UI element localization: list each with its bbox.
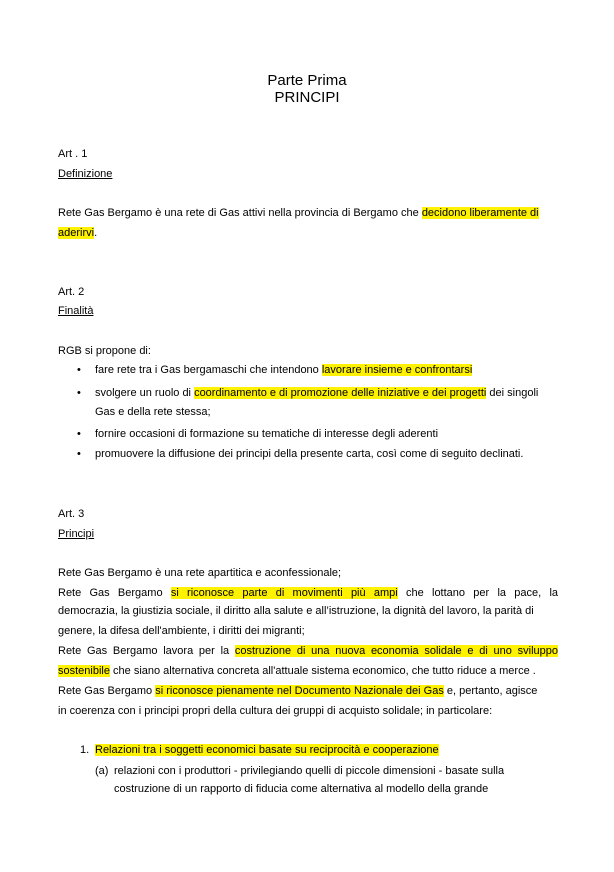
list-number: 1. <box>80 744 90 756</box>
paragraph-line <box>58 587 558 600</box>
text-run: che siano alternativa concreta all'attuale sistema economico, che tutto riduce a merce . <box>109 665 536 677</box>
paragraph-line: democrazia, la giustizia sociale, il diritto alla salute e all’istruzione, la dignità del lavoro, la parità di <box>58 605 534 617</box>
article-heading: Definizione <box>58 168 113 180</box>
text-run: Rete Gas Bergamo <box>58 587 171 599</box>
bullet-marker: • <box>77 428 81 440</box>
article-number: Art. 3 <box>58 508 85 520</box>
article-number: Art . 1 <box>58 148 88 160</box>
article-intro: RGB si propone di: <box>58 345 151 357</box>
paragraph-line: genere, la difesa dell'ambiente, i diritti dei migranti; <box>58 625 305 637</box>
page-title: PRINCIPI <box>274 89 340 106</box>
part-title: Parte Prima <box>267 72 347 89</box>
highlighted-text: coordinamento e di promozione delle iniziative e dei progetti <box>194 387 487 399</box>
article-number: Art. 2 <box>58 286 85 298</box>
sub-item-text: relazioni con i produttori - privilegiando quelli di piccole dimensioni - basate sulla <box>114 765 505 777</box>
text-run: Rete Gas Bergamo <box>58 685 156 697</box>
paragraph-line: in coerenza con i principi propri della cultura dei gruppi di acquisto solidale; in particolare: <box>58 705 493 717</box>
text-run: . <box>94 227 98 239</box>
bullet-marker: • <box>77 364 81 376</box>
paragraph-line <box>58 665 536 678</box>
highlighted-text: decidono liberamente di <box>421 207 539 219</box>
paragraph-line: Rete Gas Bergamo è una rete apartitica e aconfessionale; <box>58 567 342 579</box>
article-heading: Principi <box>58 528 95 540</box>
highlighted-text: aderirvi <box>58 227 95 239</box>
highlighted-text: lavorare insieme e confrontarsi <box>321 364 473 376</box>
article-heading: Finalità <box>58 305 94 317</box>
paragraph-line <box>58 685 537 698</box>
list-item <box>95 387 538 400</box>
bullet-marker: • <box>77 387 81 399</box>
article-paragraph <box>58 227 97 240</box>
text-run: svolgere un ruolo di <box>95 387 195 399</box>
bullet-marker: • <box>77 448 81 460</box>
highlighted-text: costruzione di una nuova economia solidale e di uno sviluppo <box>234 645 558 657</box>
text-run: Rete Gas Bergamo è una rete di Gas attivi nella provincia di Bergamo che <box>58 207 422 219</box>
highlighted-text: Relazioni tra i soggetti economici basate su reciprocità e cooperazione <box>95 744 439 756</box>
numbered-item <box>95 744 439 757</box>
text-run: dei singoli <box>486 387 539 399</box>
highlighted-text: si riconosce pienamente nel Documento Nazionale dei Gas <box>155 685 444 697</box>
list-item-continued: Gas e della rete stessa; <box>95 406 211 418</box>
text-run: che lottano per la pace, la <box>397 587 559 599</box>
text-run: Rete Gas Bergamo lavora per la <box>58 645 235 657</box>
list-item: fornire occasioni di formazione su tematiche di interesse degli aderenti <box>95 428 439 440</box>
text-run: fare rete tra i Gas bergamaschi che intendono <box>95 364 322 376</box>
highlighted-text: si riconosce parte di movimenti più ampi <box>170 587 398 599</box>
highlighted-text: sostenibile <box>58 665 110 677</box>
text-run: e, pertanto, agisce <box>443 685 538 697</box>
sub-item-text: costruzione di un rapporto di fiducia come alternativa al modello della grande <box>114 783 489 795</box>
article-paragraph <box>58 207 539 220</box>
sub-item-label: (a) <box>95 765 109 777</box>
list-item <box>95 364 472 377</box>
list-item: promuovere la diffusione dei principi della presente carta, così come di seguito declinati. <box>95 448 524 460</box>
paragraph-line <box>58 645 558 658</box>
